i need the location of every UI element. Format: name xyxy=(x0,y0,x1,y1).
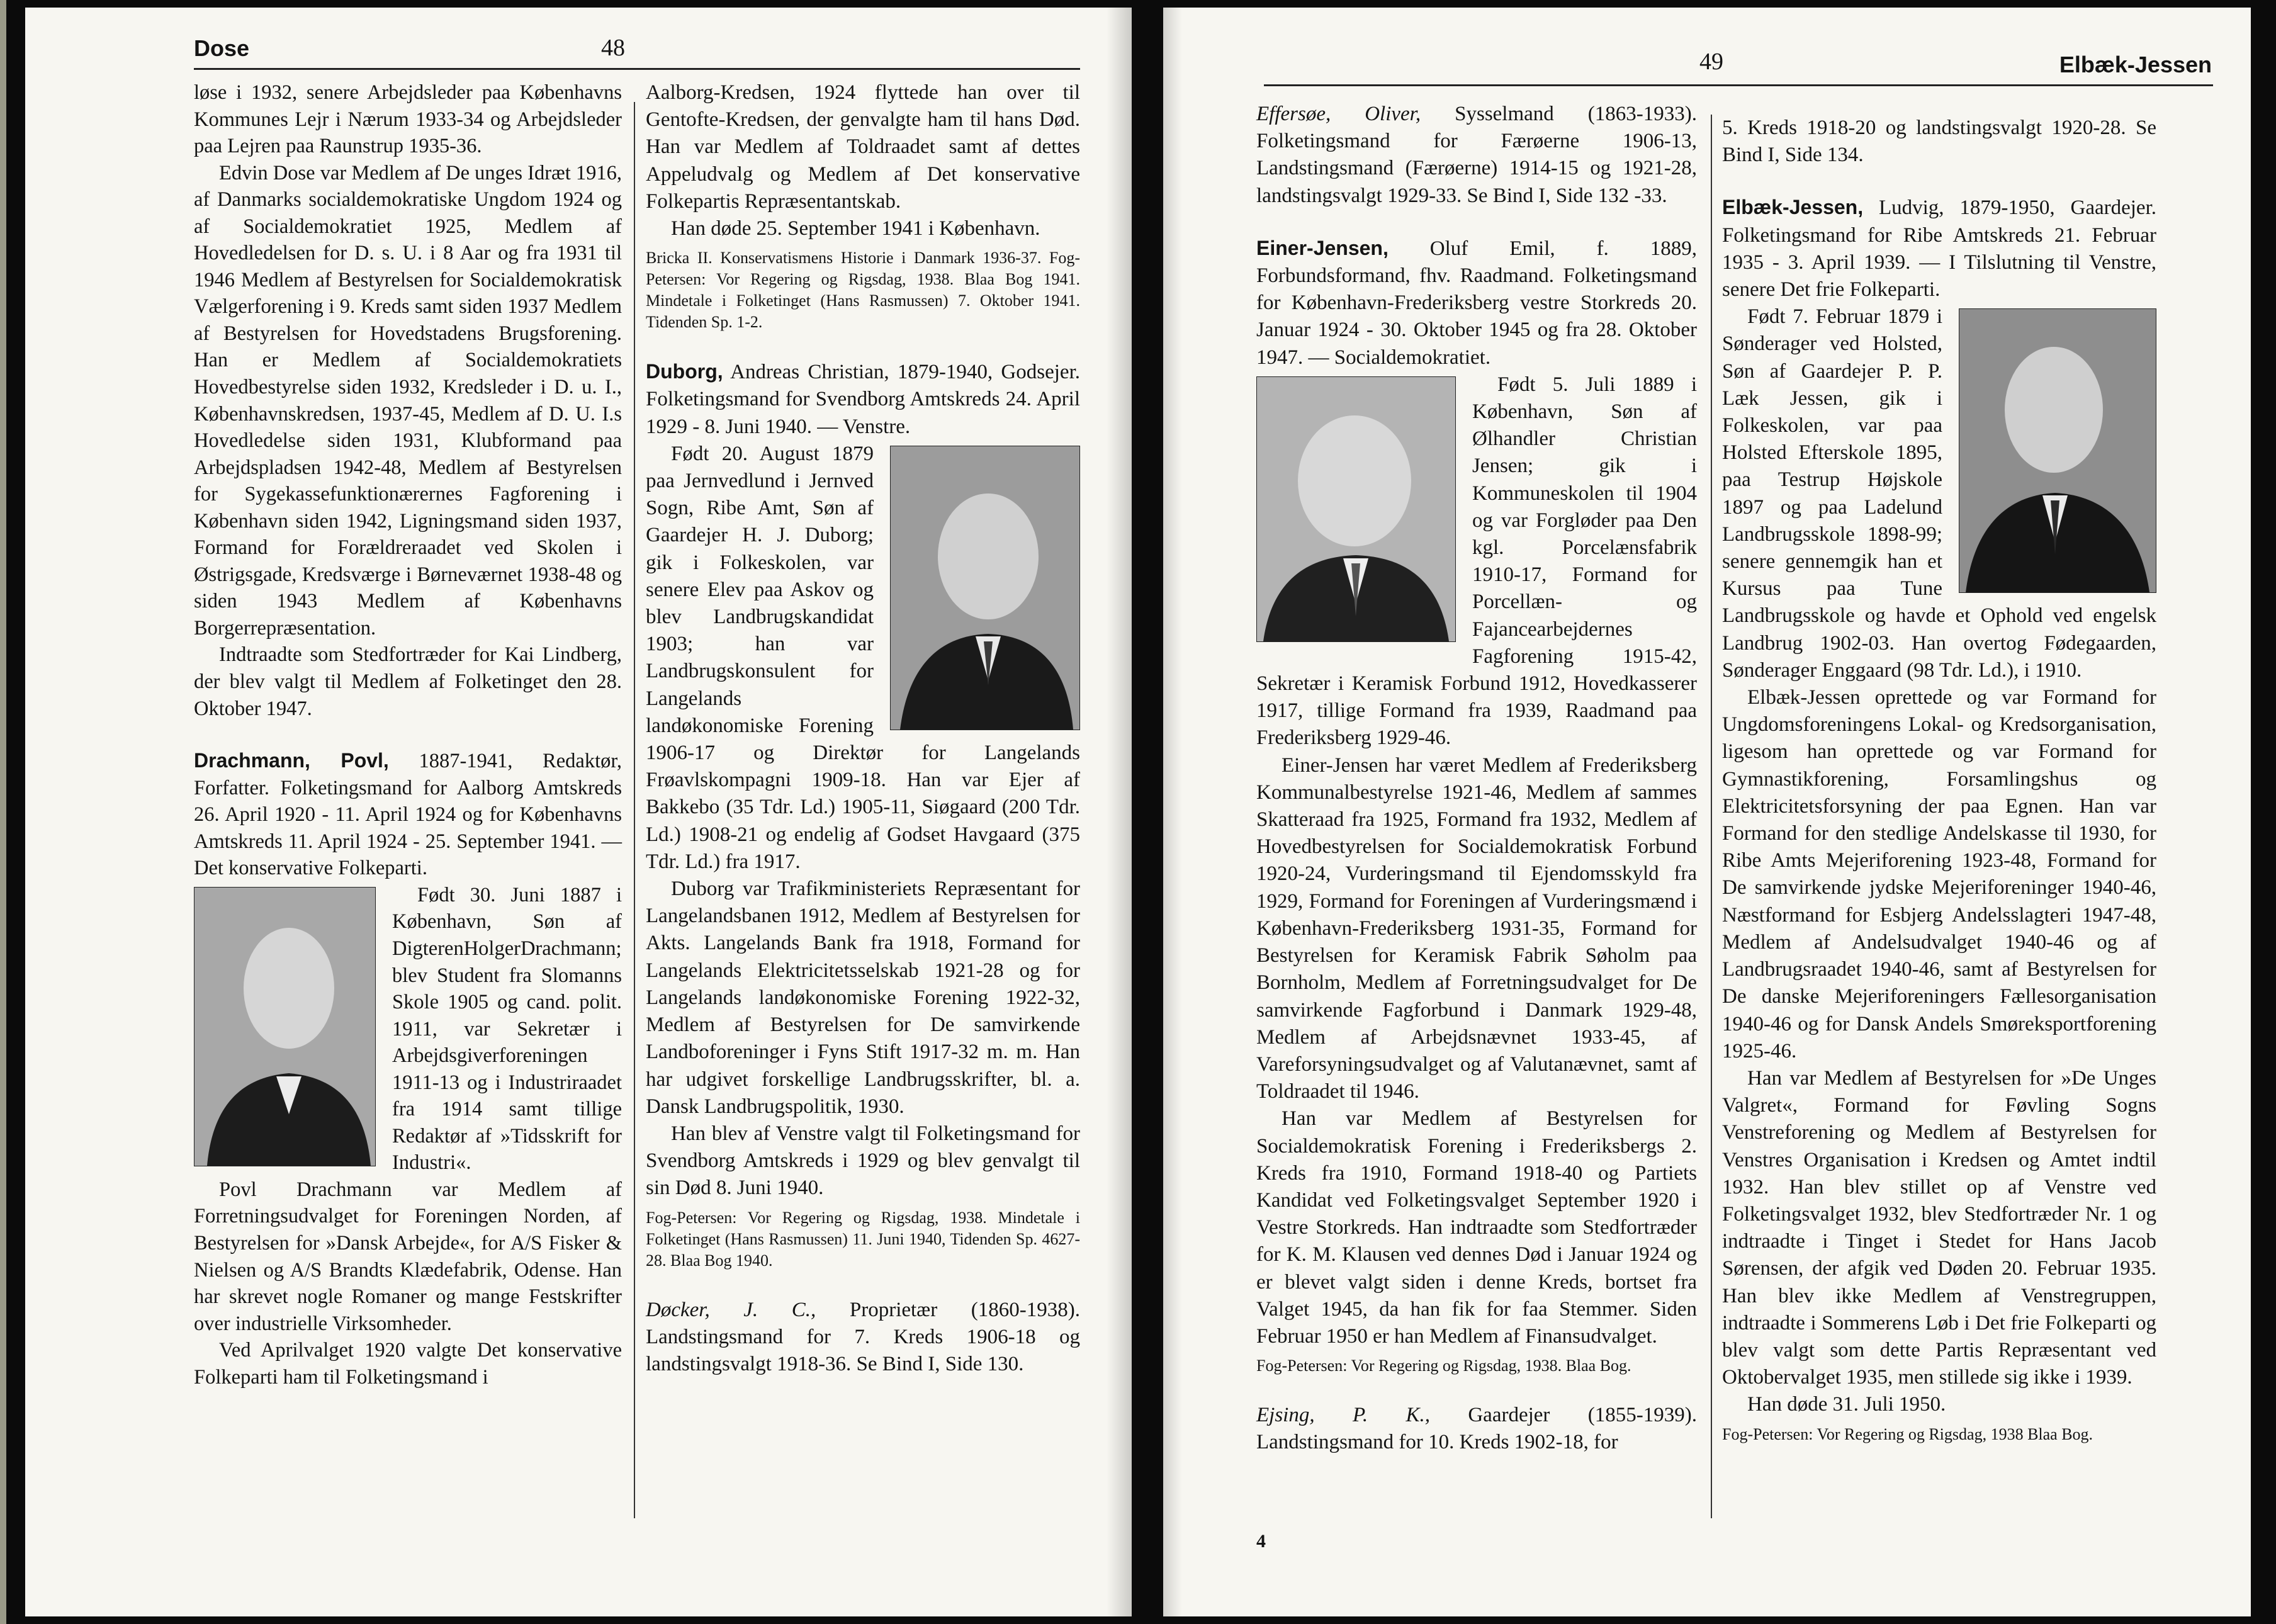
signature-number: 4 xyxy=(1256,1531,1266,1552)
portrait-silhouette xyxy=(891,446,1079,730)
biography-entry-elbaek-jessen: Elbæk-Jessen, Ludvig, 1879-1950, Gaardejer. Folketingsmand for Ribe Amtskreds 21. Februar 1935 - 3. April 1939. — I Tilslutning til Venstre, senere Det frie Folkeparti. xyxy=(1722,196,2156,302)
page-number: 49 xyxy=(1699,48,1723,75)
paragraph: Elbæk-Jessen oprettede og var Formand for Ungdomsforeningens Lokal- og Kredsorganisation, ligesom han oprettede og var Formand for Gymnastikforening, Forsamlingshus og Elektricitetsforsyning der paa Egnen. Han var Formand for den stedlige Andelskasse til 1930, for Ribe Amts Mejeriforening 1923-48, Formand for De samvirkende jydske Mejeriforeninger 1940-46, Næstformand for Esbjerg Andelsslagteri 1947-48, Medlem af Andelsudvalget 1940-46 og af Landbrugsraadet 1940-46, samt af Bestyrelsen for De danske Mejeriforeningers Fællesorganisation 1940-46 og for Dansk Andels Smøreksportforening 1925-46. xyxy=(1722,686,2156,1063)
paragraph: Han døde 31. Juli 1950. xyxy=(1747,1393,1946,1416)
entry-name: Effersøe, Oliver, xyxy=(1256,103,1421,125)
column-divider xyxy=(634,102,635,1518)
paragraph: Duborg var Trafikministeriets Repræsentant for Langelandsbanen 1912, Medlem af Bestyrelsen for Akts. Langelands Bank fra 1918, Formand for Langelands Elektricitetsselskab 1921-28 og for Langelands landøkonomiske Forening 1922-32, Medlem af Bestyrelsen for De samvirkende Landboforeninger i Fyns Stift 1917-32 m. m. Han har udgivet forskellige Landbrugsskrifter, bl. a. Dansk Landbrugspolitik, 1930. xyxy=(646,877,1080,1118)
portrait-photo-duborg xyxy=(890,446,1080,730)
paragraph: Han var Medlem af Bestyrelsen for »De Unges Valgret«, Formand for Føvling Sogns Venstreforening og Medlem af Bestyrelsen for Venstres Organisation i Kredsen og Amtet indtil 1932. Han blev stillet op af Venstre ved Folketingsvalget 1932, blev Stedfortræder Nr. 1 og indtraadte i Tinget i Stedet for Hans Jacob Sørensen, der afgik ved Døden 20. Februar 1935. Han blev ikke Medlem af Venstregruppen, indtraadte i Sommerens Løb i Det frie Folkeparti og blev valgt som dette Partis Repræsentant ved Oktobervalget 1935, men stillede sig ikke i 1939. xyxy=(1722,1066,2156,1389)
header-rule xyxy=(1264,84,2213,86)
entry-name: Ejsing, P. K., xyxy=(1256,1404,1430,1427)
paragraph: løse i 1932, senere Arbejdsleder paa Københavns Kommunes Lejr i Nærum 1933-34 og Arbejdsleder paa Lejren paa Raunstrup 1935-36. xyxy=(194,81,622,158)
text-column-1 xyxy=(1256,101,1697,1457)
entry-name: Einer-Jensen, xyxy=(1256,236,1389,259)
biography-entry-drachmann: Drachmann, Povl, 1887-1941, Redaktør, Forfatter. Folketingsmand for Aalborg Amtskreds 26. April 1920 - 11. April 1924 og for Københavns Amtskreds 11. April 1924 - 25. September 1941. — Det konservative Folkeparti. xyxy=(194,749,622,880)
entry-name: Elbæk-Jessen, xyxy=(1722,196,1864,219)
portrait-silhouette xyxy=(1959,309,2156,592)
biography-entry-ejsing: Ejsing, P. K., Gaardejer (1855-1939). Landstingsmand for 10. Kreds 1902-18, for xyxy=(1256,1404,1697,1454)
header-rule xyxy=(194,68,1080,70)
portrait-photo-elbaek-jessen xyxy=(1959,308,2156,593)
portrait-photo-drachmann xyxy=(194,887,376,1166)
page-number: 48 xyxy=(601,35,625,61)
column-divider xyxy=(1711,115,1712,1518)
paragraph: Aalborg-Kredsen, 1924 flyttede han over til Gentofte-Kredsen, der genvalgte ham til hans Død. Han var Medlem af Toldraadet samt af dettes Appeludvalg og Medlem af Det konservative Folkepartis Repræsentantskab. xyxy=(646,81,1080,213)
entry-name: Døcker, J. C., xyxy=(646,1298,816,1321)
biography-entry-effersoe: Effersøe, Oliver, Sysselmand (1863-1933). Folketingsmand for Færøerne 1906-13, Landstingsmand (Færøerne) 1914-15 og 1921-28, landstingsvalgt 1929-33. Se Bind I, Side 132 -33. xyxy=(1256,103,1698,207)
sources: Fog-Petersen: Vor Regering og Rigsdag, 1938 Blaa Bog. xyxy=(1722,1424,2093,1443)
paragraph: Han var Medlem af Bestyrelsen for Socialdemokratisk Forening i Frederiksbergs 2. Kreds fra 1910, Formand 1918-40 og Partiets Kandidat ved Folketingsvalget September 1920 i Vestre Storkreds. Han indtraadte som Stedfortræder for K. M. Klausen ved dennes Død i Januar 1924 og er blevet valgt siden i denne Kreds, bortset fra Valget 1945, da han fik for faa Stemmer. Siden Februar 1950 er han Medlem af Finansudvalget. xyxy=(1256,1107,1697,1348)
paragraph: Født 5. Juli 1889 i København, Søn af Ølhandler Christian Jensen; gik i Kommuneskolen til 1904 og var Forgløder paa Den kgl. Porcelænsfabrik 1910-17, Formand for Porcellæn- og Fajancearbejdernes Fagforening 1915-42, Sekretær i Keramisk Forbund 1912, Hovedkasserer 1917, tillige Formand fra 1939, Raadmand paa Frederiksberg 1929-46. xyxy=(1256,373,1697,750)
gutter-shadow xyxy=(1163,8,1182,1616)
text-column-2 xyxy=(1722,115,2156,1445)
text-column-2 xyxy=(646,79,1080,1378)
sources: Bricka II. Konservatismens Historie i Danmark 1936-37. Fog-Petersen: Vor Regering og Rigsdag, 1938. Blaa Bog 1941. Mindetale i Folketinget (Hans Rasmussen) 7. Oktober 1941. Tidenden Sp. 1-2. xyxy=(646,249,1080,332)
biography-entry-einer-jensen: Einer-Jensen, Oluf Emil, f. 1889, Forbundsformand, fhv. Raadmand. Folketingsmand for København-Frederiksberg vestre Storkreds 20. Januar 1924 - 30. Oktober 1945 og fra 28. Oktober 1947. — Socialdemokratiet. xyxy=(1256,236,1697,369)
paragraph: Ved Aprilvalget 1920 valgte Det konservative Folkeparti ham til Folketingsmand i xyxy=(194,1339,622,1389)
right-page xyxy=(1163,8,2251,1616)
paragraph: Indtraadte som Stedfortræder for Kai Lindberg, der blev valgt til Medlem af Folketinget den 28. Oktober 1947. xyxy=(194,643,622,720)
portrait-silhouette xyxy=(194,888,375,1166)
paragraph: Edvin Dose var Medlem af De unges Idræt 1916, af Danmarks socialdemokratiske Ungdom 1924 og af Socialdemokratiet 1925, Medlem af Hovedledelsen for D. s. U. i 8 Aar og fra 1931 til 1946 Medlem af Bestyrelsen for Socialdemokratisk Vælgerforening i 9. Kreds samt siden 1937 Medlem af Bestyrelsen for Hovedstadens Brugsforening. Han er Medlem af Socialdemokratiets Hovedbestyrelse siden 1932, Kredsleder i D. u. I., Københavnskredsen, 1937-45, Medlem af D. U. I.s Hovedledelse siden 1931, Klubformand paa Arbejdspladsen 1942-48, Medlem af Bestyrelsen for Sygekassefunktionærernes Fagforening i København siden 1942, Ligningsmand siden 1937, Formand for Forældreraadet ved Skolen i Østrigsgade, Kredsværge i Børneværnet 1938-48 og siden 1943 Medlem af Københavns Borgerrepræsentation. xyxy=(194,161,622,640)
biography-entry-duborg: Duborg, Andreas Christian, 1879-1940, Godsejer. Folketingsmand for Svendborg Amtskreds 24. April 1929 - 8. Juni 1940. — Venstre. xyxy=(646,360,1080,438)
paragraph: Einer-Jensen har været Medlem af Frederiksberg Kommunalbestyrelse 1921-46, Medlem af sammes Skatteraad fra 1925, Formand fra 1932, Medlem af Hovedbestyrelsen for Socialdemokratisk Forbund 1920-24, Vurderingsmand til Ejendomsskyld fra 1929, Formand for Foreningen af Vurderingsmænd i København-Frederiksberg 1931-35, Formand for Bestyrelsen for Keramisk Fabrik Søholm paa Bornholm, Medlem af Forretningsudvalget for De samvirkende Fagforbund i Danmark 1929-48, Medlem af Arbejdsnævnet 1933-45, af Vareforsyningsudvalget og af Valutanævnet, samt af Toldraadet til 1946. xyxy=(1256,753,1697,1103)
paragraph: Født 20. August 1879 paa Jernvedlund i Jernved Sogn, Ribe Amt, Søn af Gaardejer H. J. Duborg; gik i Folkeskolen, var senere Elev paa Askov og blev Landbrugskandidat 1903; han var Landbrugskonsulent for Langelands landøkonomiske Forening 1906-17 og Direktør for Langelands Frøavlskompagni 1909-18. Han var Ejer af Bakkebo (35 Tdr. Ld.) 1905-11, Siøgaard (200 Tdr. Ld.) 1908-21 og endelig af Godset Havgaard (375 Tdr. Ld.) fra 1917. xyxy=(646,442,1080,873)
paragraph: Født 7. Februar 1879 i Sønderager ved Holsted, Søn af Gaardejer P. P. Læk Jessen, gik i Folkeskolen, var paa Holsted Efterskole 1895, paa Testrup Højskole 1897 og paa Ladelund Landbrugsskole 1898-99; senere gennemgik han et Kursus paa Tune Landbrugsskole og havde et Ophold ved engelsk Landbrug 1902-03. Han overtog Fødegaarden, Sønderager Enggaard (98 Tdr. Ld.), i 1910. xyxy=(1722,305,2156,682)
entry-name: Drachmann, Povl, xyxy=(194,749,389,772)
entry-name: Duborg, xyxy=(646,360,723,383)
paragraph: 5. Kreds 1918-20 og landstingsvalgt 1920-28. Se Bind I, Side 134. xyxy=(1722,116,2156,167)
paragraph: Han blev af Venstre valgt til Folketingsmand for Svendborg Amtskreds i 1929 og blev genvalgt til sin Død 8. Juni 1940. xyxy=(646,1122,1080,1200)
gutter-shadow xyxy=(1107,8,1132,1616)
sources: Fog-Petersen: Vor Regering og Rigsdag, 1938. Blaa Bog. xyxy=(1256,1356,1631,1375)
running-header: Dose xyxy=(194,35,250,61)
portrait-photo-einer-jensen xyxy=(1256,376,1456,642)
portrait-silhouette xyxy=(1257,377,1455,641)
paragraph: Povl Drachmann var Medlem af Forretningsudvalget for Foreningen Norden, af Bestyrelsen for »Dansk Arbejde«, for A/S Fisker & Nielsen og A/S Brandts Klædefabrik, Odense. Han har skrevet nogle Romaner og mange Festskrifter over industrielle Virksomheder. xyxy=(194,1178,622,1335)
text-column-1 xyxy=(194,79,622,1390)
left-page xyxy=(25,8,1132,1616)
book-edge xyxy=(0,0,6,1624)
paragraph: Født 30. Juni 1887 i København, Søn af DigterenHolgerDrachmann; blev Student fra Slomanns Skole 1905 og cand. polit. 1911, var Sekretær i Arbejdsgiverforeningen 1911-13 og i Industriraadet fra 1914 samt tillige Redaktør af »Tidsskrift for Industri«. xyxy=(392,883,622,1175)
sources: Fog-Petersen: Vor Regering og Rigsdag, 1938. Mindetale i Folketinget (Hans Rasmussen) 11. Juni 1940, Tidenden Sp. 4627-28. Blaa Bog 1940. xyxy=(646,1208,1080,1270)
running-header: Elbæk-Jessen xyxy=(2059,52,2212,77)
biography-entry-docker: Døcker, J. C., Proprietær (1860-1938). Landstingsmand for 7. Kreds 1906-18 og landstingsvalgt 1918-36. Se Bind I, Side 130. xyxy=(646,1298,1080,1375)
paragraph: Han døde 25. September 1941 i København. xyxy=(671,217,1040,240)
